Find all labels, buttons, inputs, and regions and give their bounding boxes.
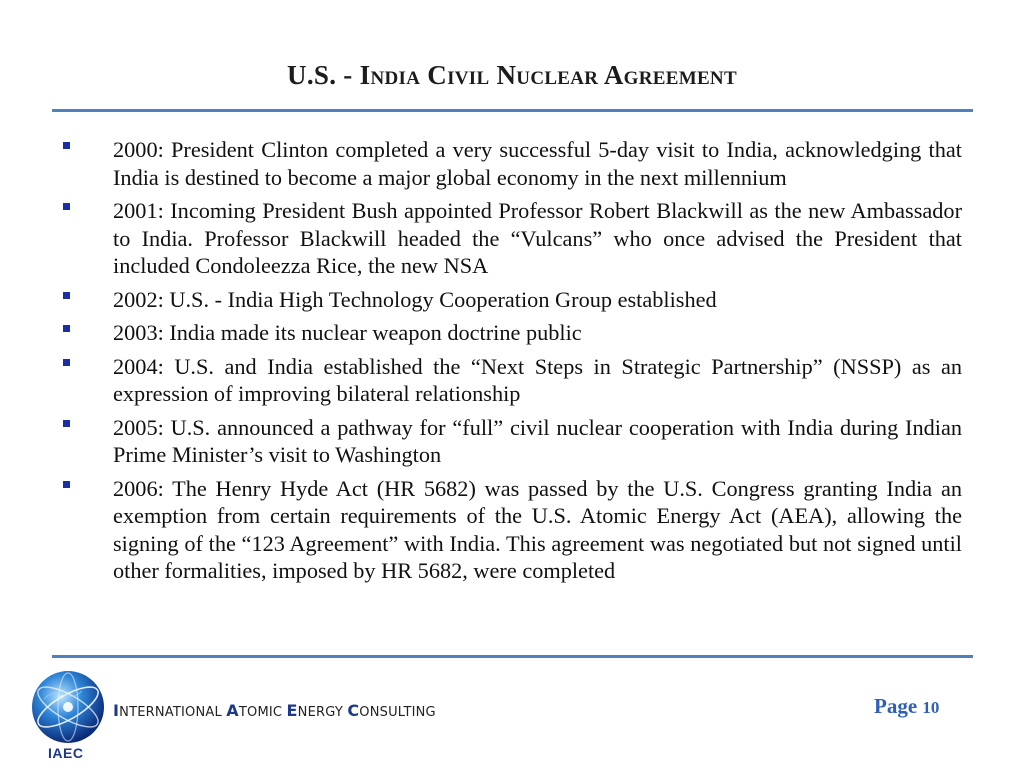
slide-title: U.S. - India Civil Nuclear Agreement (287, 60, 737, 90)
bullet-list (0, 136, 1024, 591)
company-initial: E (286, 701, 298, 720)
page-number-value: 10 (922, 698, 940, 717)
square-bullet-icon (63, 359, 70, 366)
company-word: NERGY (297, 705, 348, 720)
list-item (0, 414, 1024, 469)
bullet-text: 2006: The Henry Hyde Act (HR 5682) was passed by the U.S. Congress granting India an exemption from certain requirements of the U.S. Atomic Energy Act (AEA), allowing the signing of the “123 Agreement” with India. This agreement was negotiated but not signed until other formalities, imposed by HR 5682, were completed (113, 475, 962, 583)
logo-label: IAEC (48, 745, 84, 761)
page-number (874, 694, 939, 719)
bullet-text: 2002: U.S. - India High Technology Cooperation Group established (113, 286, 717, 312)
company-initial: C (347, 701, 360, 720)
bottom-divider (52, 655, 973, 658)
bullet-text: 2005: U.S. announced a pathway for “full” civil nuclear cooperation with India during Indian Prime Minister’s visit to Washington (113, 414, 962, 467)
page-label: Page (874, 694, 923, 718)
list-item (0, 136, 1024, 191)
square-bullet-icon (63, 203, 70, 210)
company-initial: I (113, 701, 120, 720)
square-bullet-icon (63, 481, 70, 488)
company-word: TOMIC (238, 705, 287, 720)
square-bullet-icon (63, 420, 70, 427)
square-bullet-icon (63, 292, 70, 299)
bullet-text: 2000: President Clinton completed a very successful 5-day visit to India, acknowledging that India is destined to become a major global economy in the next millennium (113, 137, 962, 190)
list-item (0, 475, 1024, 585)
company-word: NTERNATIONAL (119, 705, 227, 720)
square-bullet-icon (63, 325, 70, 332)
bullet-text: 2001: Incoming President Bush appointed Professor Robert Blackwill as the new Ambassador to India. Professor Blackwill headed the “Vulcans” who once advised the President that included Condoleezza Rice, the new NSA (113, 198, 962, 278)
bullet-text: 2004: U.S. and India established the “Next Steps in Strategic Partnership” (NSSP) as an expression of improving bilateral relationship (113, 353, 962, 406)
list-item (0, 319, 1024, 347)
company-name (113, 701, 436, 720)
bullet-text: 2003: India made its nuclear weapon doctrine public (113, 320, 582, 345)
globe-logo-icon (30, 669, 106, 745)
list-item (0, 286, 1024, 314)
list-item (0, 197, 1024, 280)
top-divider (52, 109, 973, 112)
company-initial: A (226, 701, 239, 720)
square-bullet-icon (63, 142, 70, 149)
company-word: ONSULTING (359, 705, 436, 720)
list-item (0, 353, 1024, 408)
